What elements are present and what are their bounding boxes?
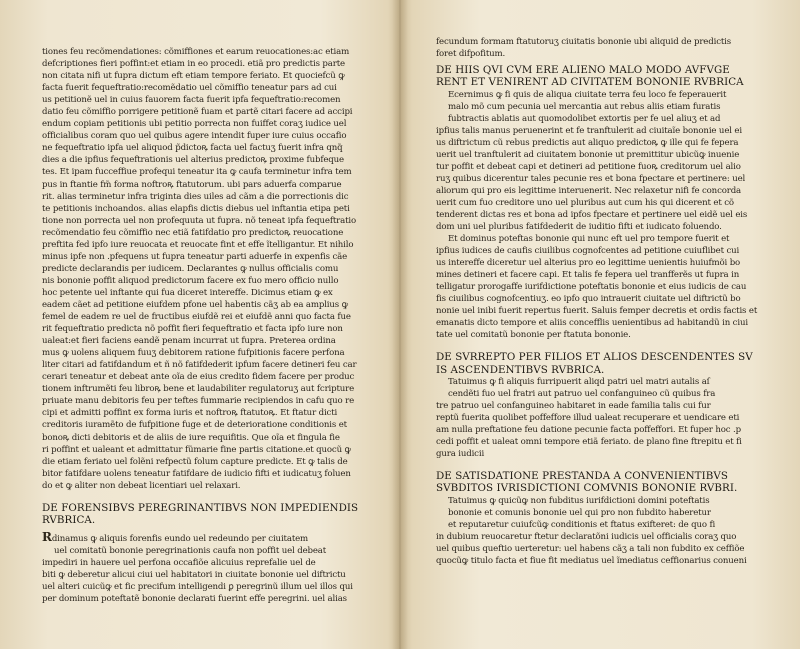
text-line: fubtractis ablatis aut quomodolibet extortis per fe uel aliuʒ et ad (448, 113, 721, 124)
section-heading-line: DE SATISDATIONE PRESTANDA A CONVENIENTIBVS (436, 470, 728, 483)
text-line: fis ciuilibus cognofcentiuʒ. eo ipfo quo intrauerit ciuitate uel diftrictũ bo (436, 294, 741, 305)
text-line (42, 531, 377, 545)
text-line: uel comitatũ bononie peregrinationis caufa non poffit uel debeat (54, 546, 327, 557)
right-section-satisdatione (436, 495, 776, 567)
text-line: cerari teneatur et debeat ante oĩa de eius credito fidem facere per produc (42, 372, 355, 383)
section-heading-line: DE HIIS QVI CVM ERE ALIENO MALO MODO AVFVGE (436, 64, 730, 77)
right-top-continuation (436, 36, 776, 60)
text-line: ne fequeftratio ipfa uel aliquod p̃dictoꝶ facta uel factuʒ fuerit infra qnq̃ (42, 143, 343, 154)
text-line: fecundum formam ftatutoruʒ ciuitatis bononie ubi aliquid de predictis (436, 37, 732, 47)
text-line: uerit uel tranftulerit ad ciuitatem bononie ut premittitur ubicũꝙ inuenie (436, 149, 740, 160)
text-line: eadem cãet ad petitione eiufdem pfone uel habentis cãʒ ab ea amplius ꝙ (42, 299, 348, 310)
left-bottom-paragraph (42, 531, 377, 605)
text-line: hoc petente uel inftante qui fua diceret intereffe. Dicimus etiam ꝙ ex (42, 287, 333, 298)
text-line: ipfius talis manus peruenerint et fe tranftulerit ad ciuitaĩe bononie uel ei (436, 125, 742, 136)
text-line: malo mõ cum pecunia uel mercantia aut rebus aliis etiam furatis (448, 101, 721, 112)
drop-initial: R (42, 531, 52, 545)
text-line: nis bononie poffit aliquod predictorum facere ex fuo mero officio nullo (42, 275, 339, 286)
text-line: tenderent dictas res et bona ad ipfos fpectare et pertinere uel eidẽ uel eis (436, 209, 748, 220)
text-line: endum copiam petitionis ubi petitio porrecta non fuiffet coraʒ iudice uel (42, 119, 347, 130)
text-line: gura iudicii (436, 449, 485, 460)
text-line: tate uel comitatũ bononie per ftatuta bononie. (436, 330, 631, 341)
text-line: ualeat:et fieri faciens eandẽ penam incurrat ut fupra. Preterea ordina (42, 336, 336, 347)
text-line: aliorum qui pro eis legittime interuenerit. Nec relaxetur nifi fe concorda (436, 185, 742, 196)
right-page-text (436, 36, 776, 567)
text-line: foret difpofitum. (436, 49, 506, 60)
text-line: femel de eadem re uel de fructibus eiufdẽ rei et eiufdẽ anni quo facta fue (42, 312, 351, 323)
text-line: emanatis dicto tempore et aliis concefflis uenientibus ad habitandũ in ciui (436, 318, 748, 329)
text-line: cendẽti fuo uel fratri aut patruo uel confanguineo cũ quibus fra (448, 388, 716, 399)
left-top-paragraphs (42, 46, 377, 492)
left-page-text (42, 46, 377, 605)
text-line: priuate manu debitoris feu per teftes fummarie recipiendos in cafu quo re (42, 396, 355, 407)
text-line: uel quibus queftio uerteretur: uel habens cãʒ a tali non fubdito ex ceffiõe (436, 543, 745, 554)
text-line: impediri in hauere uel perfona occafiõe alicuius reprefalie uel de (42, 558, 316, 569)
text-line: die etiam feriato uel folẽni refpectũ folum capture predicte. Et ꝙ talis de (42, 456, 348, 467)
text-line: predicte declarandis per iudicem. Declarantes ꝙ nullus officialis comu (42, 263, 339, 274)
text-line: preftita fed ipfo iure reuocata et reuocate fint et effe ĩtelligantur. Et nihilo (42, 239, 354, 250)
text-line: dies a die ipfius fequeftrationis uel alterius predictoꝶ proxime fubfeque (42, 155, 344, 166)
right-section-surrepto (436, 376, 776, 460)
book-gutter-shadow (388, 0, 412, 649)
section-heading-line: RVBRICA. (42, 513, 96, 526)
text-line: ruʒ quibus dicerentur tales pecunie res et bona fpectare et pertinere: uel (436, 173, 746, 184)
text-line: tes. Et ipam fucceffiue profequi teneatur ita ꝙ caufa terminetur infra tem (42, 167, 352, 178)
text-line: am nulla preftatione feu datione pecunie facta poffeffori. Et fuper hoc .p (436, 425, 741, 436)
text-line: us petitionẽ uel in cuius fauorem facta fuerit ipfa fequeftratio:recomen (42, 95, 341, 106)
text-line: officialibus coram quo uel quibus agere intendit fuper iure cuius occafio (42, 131, 347, 142)
text-line: non citata nifi ut fupra dictum eft etiam tempore feriato. Et quociefcũ ꝙ (42, 71, 345, 82)
section-heading-line: DE SVRREPTO PER FILIOS ET ALIOS DESCENDENTES SV (436, 351, 753, 364)
text-line: reptũ fuerita quolibet poffeffore illud ualeat recuperare et uendicare eti (436, 413, 740, 424)
section-heading-line: SVBDITOS IVRISDICTIONI COMVNIS BONONIE RVBRI. (436, 482, 738, 495)
right-section-ere-alieno (436, 89, 776, 342)
text-line: nonie uel inibi fuerit repertus fuerit. Saluis femper decretis et ordis factis et (436, 306, 758, 317)
text-line: per dominum poteftatẽ bononie declarati fuerint effe peregrini. uel alias (42, 594, 347, 605)
text-line: us diftrictum cũ rebus predictis aut aliquo predictoꝶ ꝙ ille qui fe fepera (436, 137, 739, 148)
text-line: recõmendatio feu cõmiffio nec etiã fatifdatio pro predictoꝶ reuocatione (42, 227, 344, 238)
text-line: rit fequeftratio predicta nõ poffit fieri fequeftratio et facta ipfo iure non (42, 324, 343, 335)
text-line: defcriptiones fieri poffint:et etiam in eo procedi. etiã pro predictis parte (42, 59, 345, 70)
text-line: te petitionis inchoandos. alias elapfis dictis diebus uel inftantia etipa peti (42, 203, 350, 214)
text-line: pus in ftantie fm̃ forma noftroꝶ ftatutorum. ubi pars aduerfa comparue (42, 179, 342, 190)
text-line: quocũꝙ titulo facta et fiue fit mediatus uel ĩmediatus ceffionarius conueni (436, 555, 747, 566)
text-line: creditoris iuramẽto de fufpitione fuge et de deterioratione conditionis et (42, 420, 347, 431)
text-line: us intereffe diceretur uel alterius pro eo legittime uenientis huiufmõi bo (436, 258, 741, 269)
text-line: uel alteri cuicũꝙ et fic precifum intelligendi ꝑ peregrinũ illum uel illos qui (42, 582, 353, 593)
right-heading-surrepto (436, 351, 776, 375)
text-line: et reputaretur cuiufcũꝙ conditionis et ftatus exifteret: de quo fi (448, 519, 716, 530)
text-line: tur poffit et debeat capi et detineri ad petitione fuoꝶ creditorum uel alio (436, 161, 741, 172)
text-line: bonoꝶ dicti debitoris et de aliis de iure requifitis. Que oĩa et fingula fie (42, 432, 340, 443)
text-line: tre patruo uel confanguineo habitaret in eade familia talis cui fur (436, 400, 711, 411)
text-line: rit. alias terminetur infra triginta dies uiles ad cãm a die porrectionis dic (42, 191, 349, 202)
text-line: minus ipfe non .pfequens ut fupra teneatur parti aduerfe in expenfis cãe (42, 251, 348, 262)
text-line: in dubium reuocaretur ftetur declaratõni iudicis uel officialis coraʒ quo (436, 531, 737, 542)
text-line: mus ꝙ uolens aliquem fuuʒ debitorem ratione fufpitionis facere perfona (42, 348, 345, 359)
section-heading-line: IS ASCENDENTIBVS RVBRICA. (436, 363, 605, 376)
text-line: tiones feu recõmendationes: cõmiffiones et earum reuocationes:ac etiam (42, 47, 350, 57)
text-line: cipi et admitti poffint ex forma iuris et noftroꝶ ftatutoꝶ. Et ftatur dicti (42, 408, 338, 419)
text-line: ipfius iudices de caufis ciuilibus cognofcentes ad petitione cuiuflibet cui (436, 246, 740, 257)
text-line: liter citari ad fatifdandum et ñ nõ fatifdederit ipfum facere detineri feu car (42, 360, 357, 371)
text-line: tionem inftrumẽti feu libroꝶ bene et laudabiliter regulatoruʒ aut fcripture (42, 384, 355, 395)
text-line: telligatur prorogaffe iurifdictione poteftatis bononie et eius iudicis de cau (436, 282, 747, 293)
right-heading-ere-alieno (436, 64, 776, 88)
text-line: dom uni uel pluribus fatifdederit de iuditio fifti et iudicato foluendo. (436, 222, 722, 233)
text-line: datio feu cõmiffio porrigere petitionẽ fuam et partẽ citari facere ad accipi (42, 107, 353, 118)
text-line: facta fuerit fequeftratio:recomẽdatio uel cõmiffio teneatur pars ad cui (42, 83, 337, 94)
text-line: do et ꝙ aliter non debeat licentiari uel relaxari. (42, 480, 241, 491)
text-line: Ecernimus ꝙ fi quis de aliqua ciuitate terra feu loco fe feperauerit (448, 89, 727, 100)
text-line: Et dominus poteftas bononie qui nunc eft uel pro tempore fuerit et (448, 234, 730, 245)
section-heading-line: DE FORENSIBVS PEREGRINANTIBVS NON IMPEDIENDIS (42, 501, 359, 514)
text-line: Tatuimus ꝙ quicũꝙ non fubditus iurifdictioni domini poteftatis (448, 495, 710, 506)
text-line: biti ꝙ deberetur alicui ciui uel habitatori in ciuitate bononie uel diftrictu (42, 570, 346, 581)
text-line: Tatuimus ꝙ fi aliquis furripuerit aliqd patri uel matri autalis aſ (448, 376, 710, 387)
text-line: tione non porrecta uel non profequuta ut fupra. nõ teneat ipfa fequeftratio (42, 215, 357, 226)
right-page (400, 0, 800, 649)
right-heading-satisdatione (436, 470, 776, 494)
section-heading-line: RENT ET VENIRENT AD CIVITATEM BONONIE RVBRICA (436, 76, 744, 89)
text-line-content: dinamus ꝙ aliquis forenfis eundo uel redeundo per ciuitatem (51, 534, 309, 545)
text-line: bononie et comunis bononie uel qui pro non fubdito haberetur (448, 507, 711, 518)
text-line: uerit cum fuo creditore uno uel pluribus aut cum his qui dicerent et cõ (436, 197, 734, 208)
text-line: mines detineri et facere capi. Et talis fe fepera uel tranfferẽs ut fupra in (436, 270, 740, 281)
text-line: cedi poffit et ualeat omni tempore etiã feriato. de plano fine ftrepitu et fi (436, 437, 742, 448)
left-heading-forensibus (42, 502, 377, 526)
text-line: bitor fatifdare uolens teneatur fatifdare de iudicio fifti et iudicatuʒ foluen (42, 468, 351, 479)
text-line: ri poffint et ualeant et admittatur fũmarie fine partis citatione.et quocũ ꝙ (42, 444, 351, 455)
